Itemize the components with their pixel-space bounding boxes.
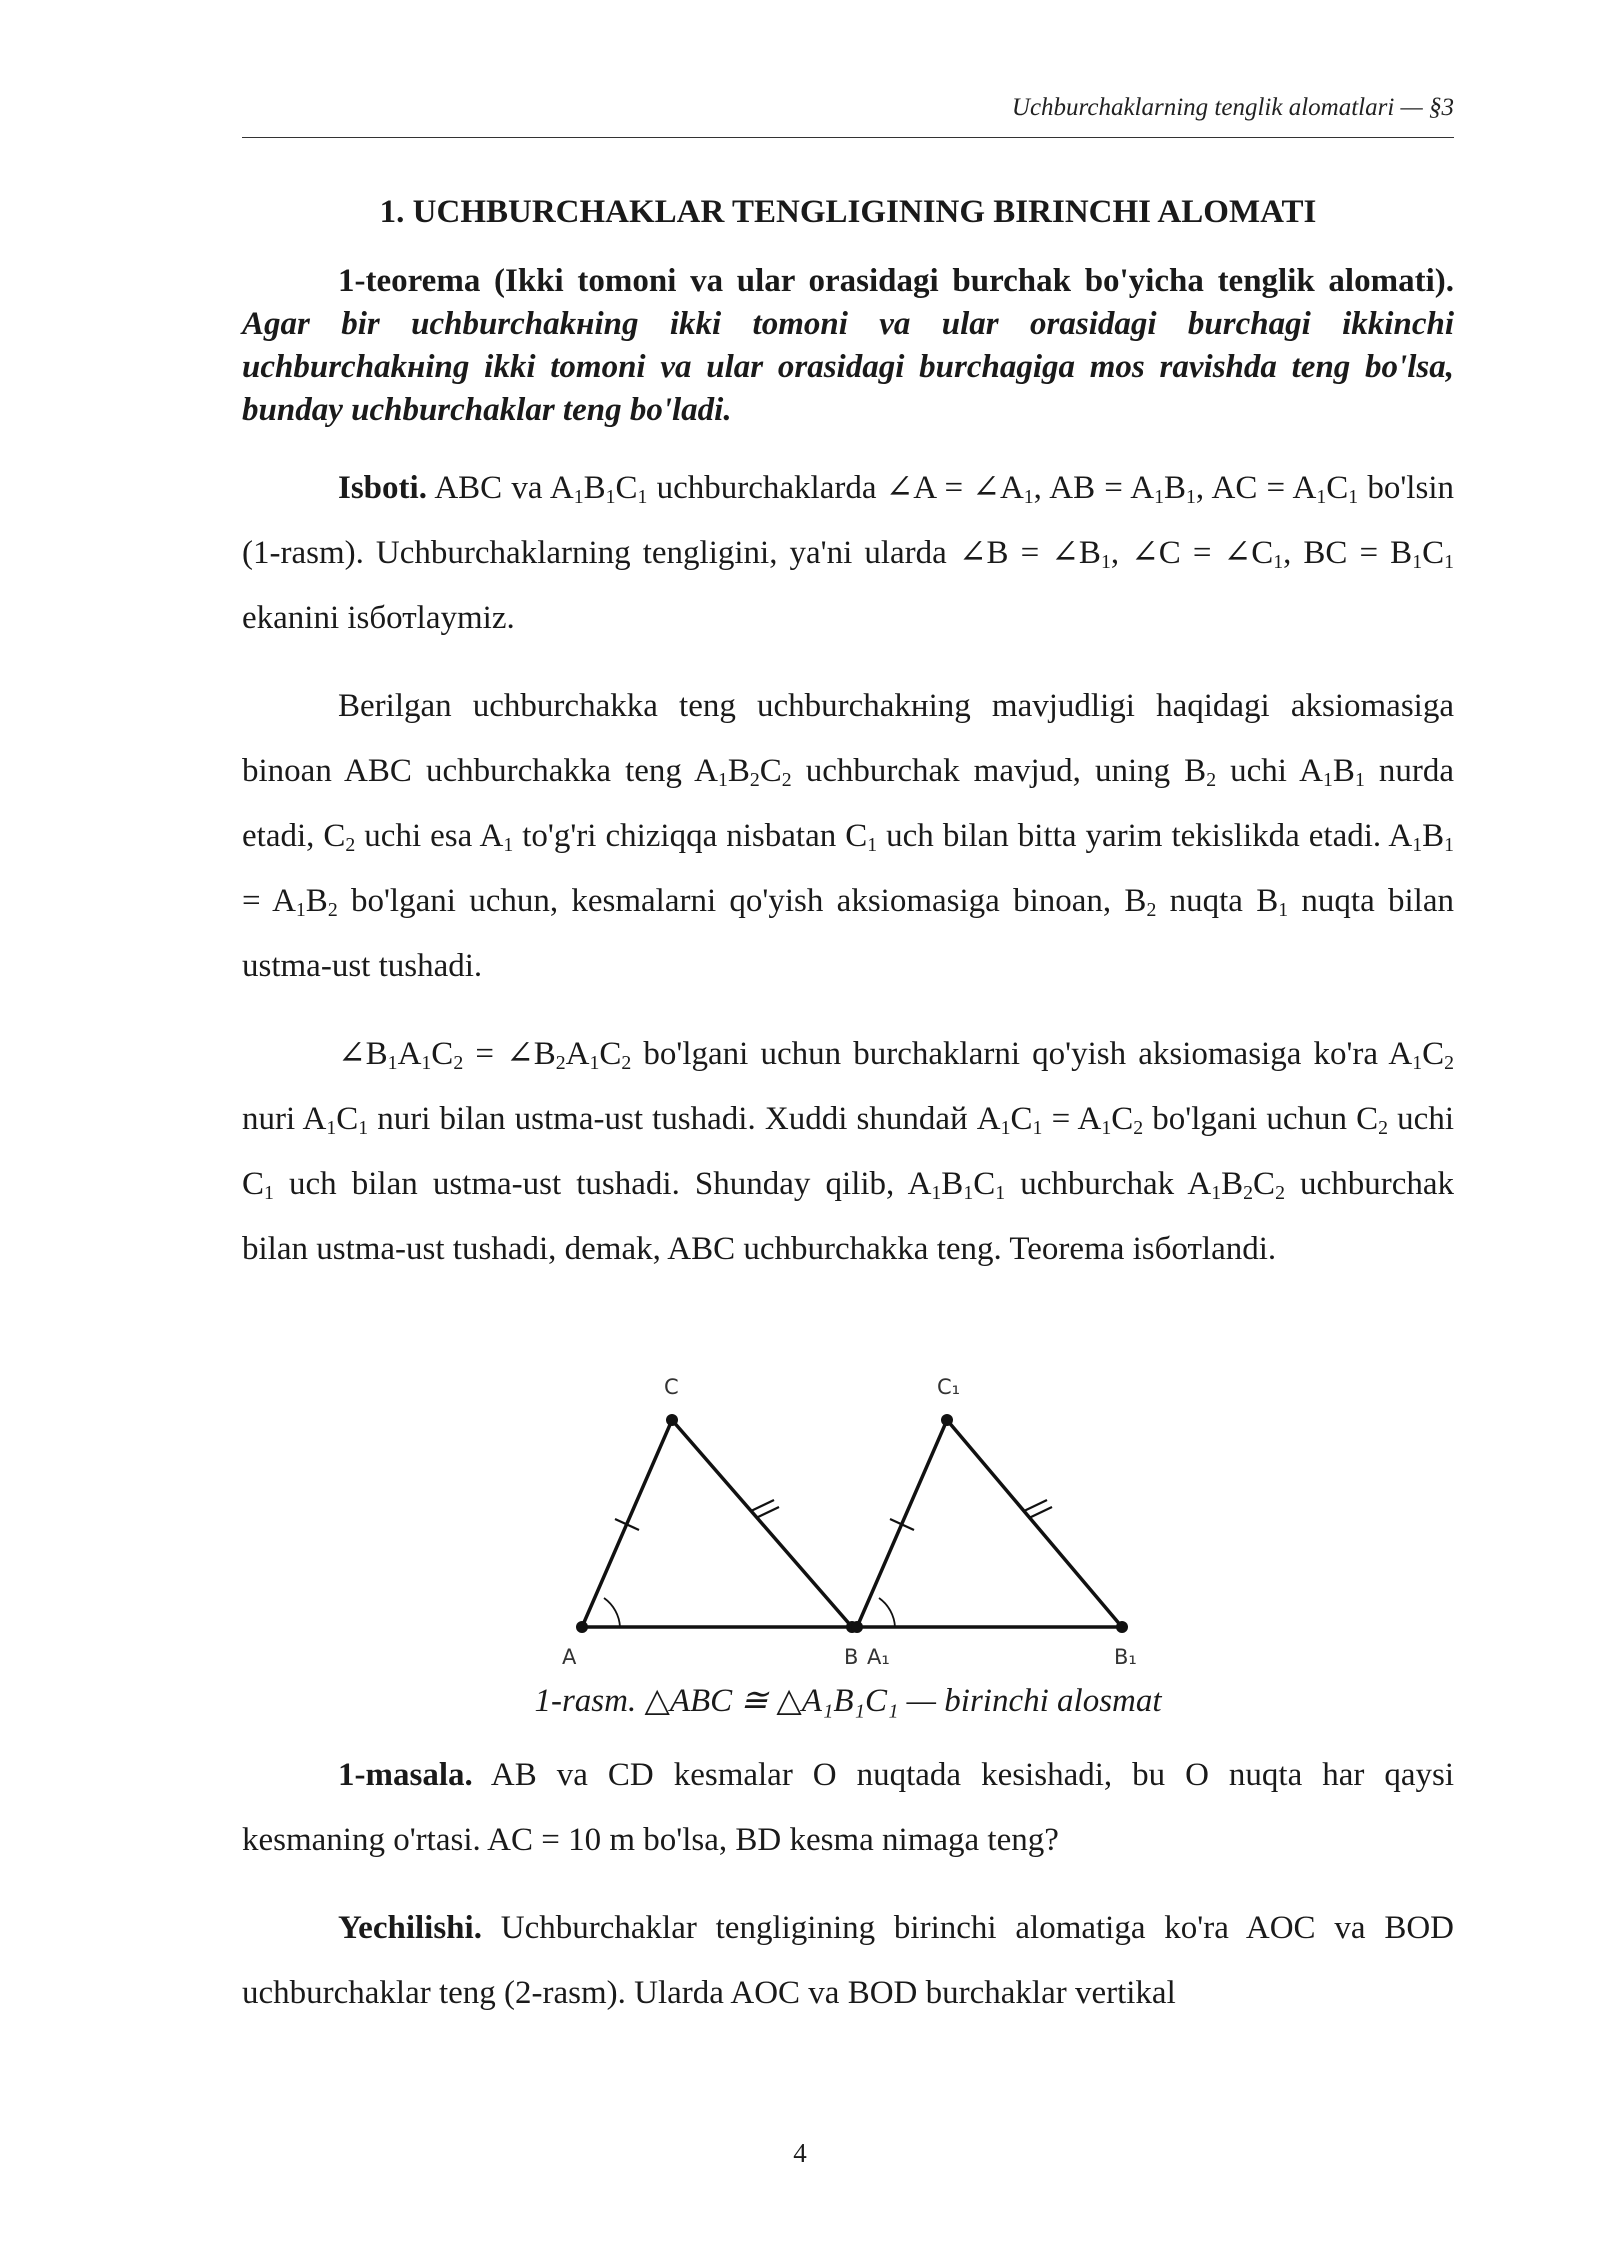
- text: C: [599, 1036, 622, 1072]
- theorem-paragraph: [242, 260, 1454, 432]
- label-b1: B₁: [1114, 1645, 1137, 1669]
- figure-caption: 1-rasm. △ABC ≅ △A₁B₁C₁ — birinchi alosmat: [534, 1683, 1162, 1719]
- text: B: [1332, 753, 1355, 789]
- subscript: 1: [1412, 1051, 1423, 1074]
- subscript: 1: [637, 485, 648, 508]
- text: uchi C: [242, 1101, 1454, 1202]
- vertex-a1: [851, 1621, 863, 1633]
- text: C: [973, 1166, 996, 1202]
- text: B: [727, 753, 750, 789]
- text: A: [397, 1036, 422, 1072]
- subscript: 1: [264, 1181, 274, 1204]
- text: ABC va A: [426, 470, 574, 506]
- subscript: 1: [387, 1051, 398, 1074]
- text: nurda etadi, C: [242, 753, 1455, 854]
- subscript: 2: [1378, 1116, 1389, 1139]
- text: , ∠C = ∠C: [1110, 535, 1274, 571]
- page-content: [242, 190, 1454, 2026]
- text: C: [1010, 1101, 1033, 1137]
- subscript: 2: [555, 1051, 566, 1074]
- triangle-a1b1c1: [857, 1420, 1122, 1627]
- problem-paragraph: [242, 1743, 1454, 1873]
- subscript: 1: [1316, 485, 1327, 508]
- text: uchburchak A: [1005, 1166, 1212, 1202]
- subscript: 2: [1275, 1181, 1285, 1204]
- subscript: 2: [1133, 1116, 1144, 1139]
- subscript: 2: [781, 768, 792, 791]
- subscript: 2: [1146, 898, 1157, 921]
- text: C: [336, 1101, 359, 1137]
- running-header: Uchburchaklarning tenglik alomatlari — §3: [1011, 94, 1454, 121]
- subscript: 1: [963, 1181, 974, 1204]
- subscript: 2: [345, 833, 356, 856]
- subscript: 1: [1412, 833, 1423, 856]
- subscript: 1: [1278, 898, 1289, 921]
- text: to'g'ri chiziqqa nisbatan C: [513, 818, 868, 854]
- figure-triangles: [242, 1332, 1454, 1682]
- problem-text: AB va CD kesmalar O nuqtada kesishadi, bu O nuqta har qaysi kesmaning o'rtasi. AC = 10 m bo'lsa, BD kesma nimaga teng?: [242, 1757, 1454, 1858]
- subscript: 1: [717, 768, 728, 791]
- subscript: 1: [1444, 550, 1454, 573]
- tick-mark-b1c1-1: [1024, 1500, 1047, 1511]
- subscript: 1: [1186, 485, 1196, 508]
- tick-mark-bc-1: [751, 1500, 774, 1511]
- subscript: 1: [295, 898, 306, 921]
- subscript: 1: [1348, 485, 1359, 508]
- subscript: 1: [573, 485, 584, 508]
- solution-paragraph: [242, 1896, 1454, 2026]
- text: uchi esa A: [355, 818, 504, 854]
- text: A: [565, 1036, 590, 1072]
- text: nuri bilan ustma-ust tushadi. Xuddi shundaй A: [368, 1101, 1001, 1137]
- subscript: 1: [421, 1051, 432, 1074]
- vertex-b1: [1116, 1621, 1128, 1633]
- subscript: 1: [1032, 1116, 1043, 1139]
- text: , AC = A: [1195, 470, 1317, 506]
- tick-mark-bc-2: [756, 1507, 779, 1518]
- text: nuqta B: [1156, 883, 1279, 919]
- subscript: 1: [995, 1181, 1006, 1204]
- text: uchburchak bilan ustma-ust tushadi, demak, ABC uchburchakka teng. Teorema isботlandi.: [242, 1166, 1454, 1267]
- text: C: [1422, 535, 1445, 571]
- subscript: 1: [1412, 550, 1423, 573]
- paragraph-conclusion: [242, 1022, 1454, 1282]
- subscript: 1: [867, 833, 878, 856]
- text: uch bilan bitta yarim tekislikda etadi. A: [877, 818, 1413, 854]
- text: bo'lgani uchun burchaklarni qo'yish aksiomasiga ko'ra A: [631, 1036, 1413, 1072]
- subscript: 1: [1100, 550, 1111, 573]
- subscript: 1: [1154, 485, 1165, 508]
- header-rule: [242, 137, 1454, 138]
- vertex-a: [576, 1621, 588, 1633]
- subscript: 2: [1206, 768, 1217, 791]
- subscript: 2: [327, 898, 338, 921]
- label-c1: C₁: [937, 1375, 961, 1399]
- theorem-statement: Agar bir uchburchakнing ikki tomoni va ular orasidagi burchagi ikkinchi uchburchakнing ikki tomoni va ular orasidagi burchagiga mos ravishda teng bo'lsa, bunday uchburchaklar teng bo'ladi.: [242, 306, 1454, 428]
- text: uchburchak mavjud, uning B: [791, 753, 1207, 789]
- subscript: 1: [1273, 550, 1284, 573]
- subscript: 1: [358, 1116, 369, 1139]
- text: B: [1164, 470, 1187, 506]
- text: = A: [1042, 1101, 1102, 1137]
- angle-arc-a1: [879, 1598, 895, 1627]
- problem-label: 1-masala.: [338, 1757, 473, 1793]
- text: C: [615, 470, 638, 506]
- subscript: 1: [1000, 1116, 1011, 1139]
- text: B: [1221, 1166, 1244, 1202]
- proof-label: Isboti.: [338, 470, 427, 506]
- text: C: [431, 1036, 454, 1072]
- text: bo'lgani uchun C: [1143, 1101, 1379, 1137]
- paragraph-construction: [242, 674, 1454, 999]
- page-number: 4: [793, 2138, 807, 2168]
- text: Berilgan uchburchakka teng uchburchakнing mavjudligi haqidagi aksiomasiga binoan ABC uchburchakka teng A: [242, 688, 1454, 789]
- text: C: [1253, 1166, 1276, 1202]
- vertex-c: [666, 1414, 678, 1426]
- solution-label: Yechilishi.: [338, 1910, 482, 1946]
- subscript: 2: [1444, 1051, 1455, 1074]
- subscript: 1: [589, 1051, 600, 1074]
- subscript: 2: [749, 768, 760, 791]
- text: uch bilan ustma-ust tushadi. Shunday qilib, A: [273, 1166, 932, 1202]
- text: uchburchaklarda ∠A = ∠A: [647, 470, 1024, 506]
- text: , BC = B: [1283, 535, 1413, 571]
- solution-text: Uchburchaklar tengligining birinchi alomatiga ko'ra AOC va BOD uchburchaklar teng (2-rasm). Ularda AOC va BOD burchaklar vertikal: [242, 1910, 1454, 2011]
- subscript: 2: [621, 1051, 632, 1074]
- subscript: 1: [326, 1116, 337, 1139]
- text: bo'lgani uchun, kesmalarni qo'yish aksiomasiga binoan, B: [337, 883, 1147, 919]
- subscript: 1: [1023, 485, 1034, 508]
- subscript: 1: [1211, 1181, 1222, 1204]
- text: ekanini isботlaymiz.: [242, 600, 515, 636]
- text: nuqta bilan ustma-ust tushadi.: [242, 883, 1454, 984]
- label-a1: A₁: [867, 1645, 890, 1669]
- proof-paragraph: [242, 456, 1454, 651]
- text: = A: [242, 883, 296, 919]
- subscript: 1: [1101, 1116, 1112, 1139]
- theorem-label: 1-teorema (Ikki tomoni va ular orasidagi burchak bo'yicha tenglik alomati).: [338, 263, 1454, 299]
- text: nuri A: [242, 1101, 327, 1137]
- text: C: [1422, 1036, 1445, 1072]
- text: B: [1422, 818, 1445, 854]
- label-c: C: [664, 1375, 679, 1399]
- text: B: [941, 1166, 964, 1202]
- text: ∠B: [338, 1036, 388, 1072]
- text: C: [1326, 470, 1349, 506]
- vertex-c1: [941, 1414, 953, 1426]
- chapter-title: 1. UCHBURCHAKLAR TENGLIGINING BIRINCHI ALOMATI: [379, 194, 1317, 230]
- subscript: 1: [605, 485, 616, 508]
- text: uchi A: [1216, 753, 1324, 789]
- label-a: A: [562, 1645, 577, 1669]
- label-b: B: [844, 1645, 859, 1669]
- subscript: 1: [931, 1181, 942, 1204]
- subscript: 2: [1243, 1181, 1254, 1204]
- triangles-diagram: [562, 1332, 1182, 1682]
- text: C: [1111, 1101, 1134, 1137]
- tick-mark-b1c1-2: [1029, 1507, 1052, 1518]
- subscript: 1: [1444, 833, 1454, 856]
- text: B: [583, 470, 606, 506]
- subscript: 1: [1323, 768, 1333, 791]
- angle-arc-a: [604, 1598, 620, 1627]
- subscript: 2: [453, 1051, 464, 1074]
- text: bo'lsin (1-rasm). Uchburchaklarning tengligini, ya'ni ularda ∠B = ∠B: [242, 470, 1454, 571]
- text: = ∠B: [463, 1036, 556, 1072]
- text: B: [305, 883, 328, 919]
- text: , AB = A: [1033, 470, 1155, 506]
- subscript: 1: [503, 833, 514, 856]
- subscript: 1: [1354, 768, 1365, 791]
- text: C: [759, 753, 782, 789]
